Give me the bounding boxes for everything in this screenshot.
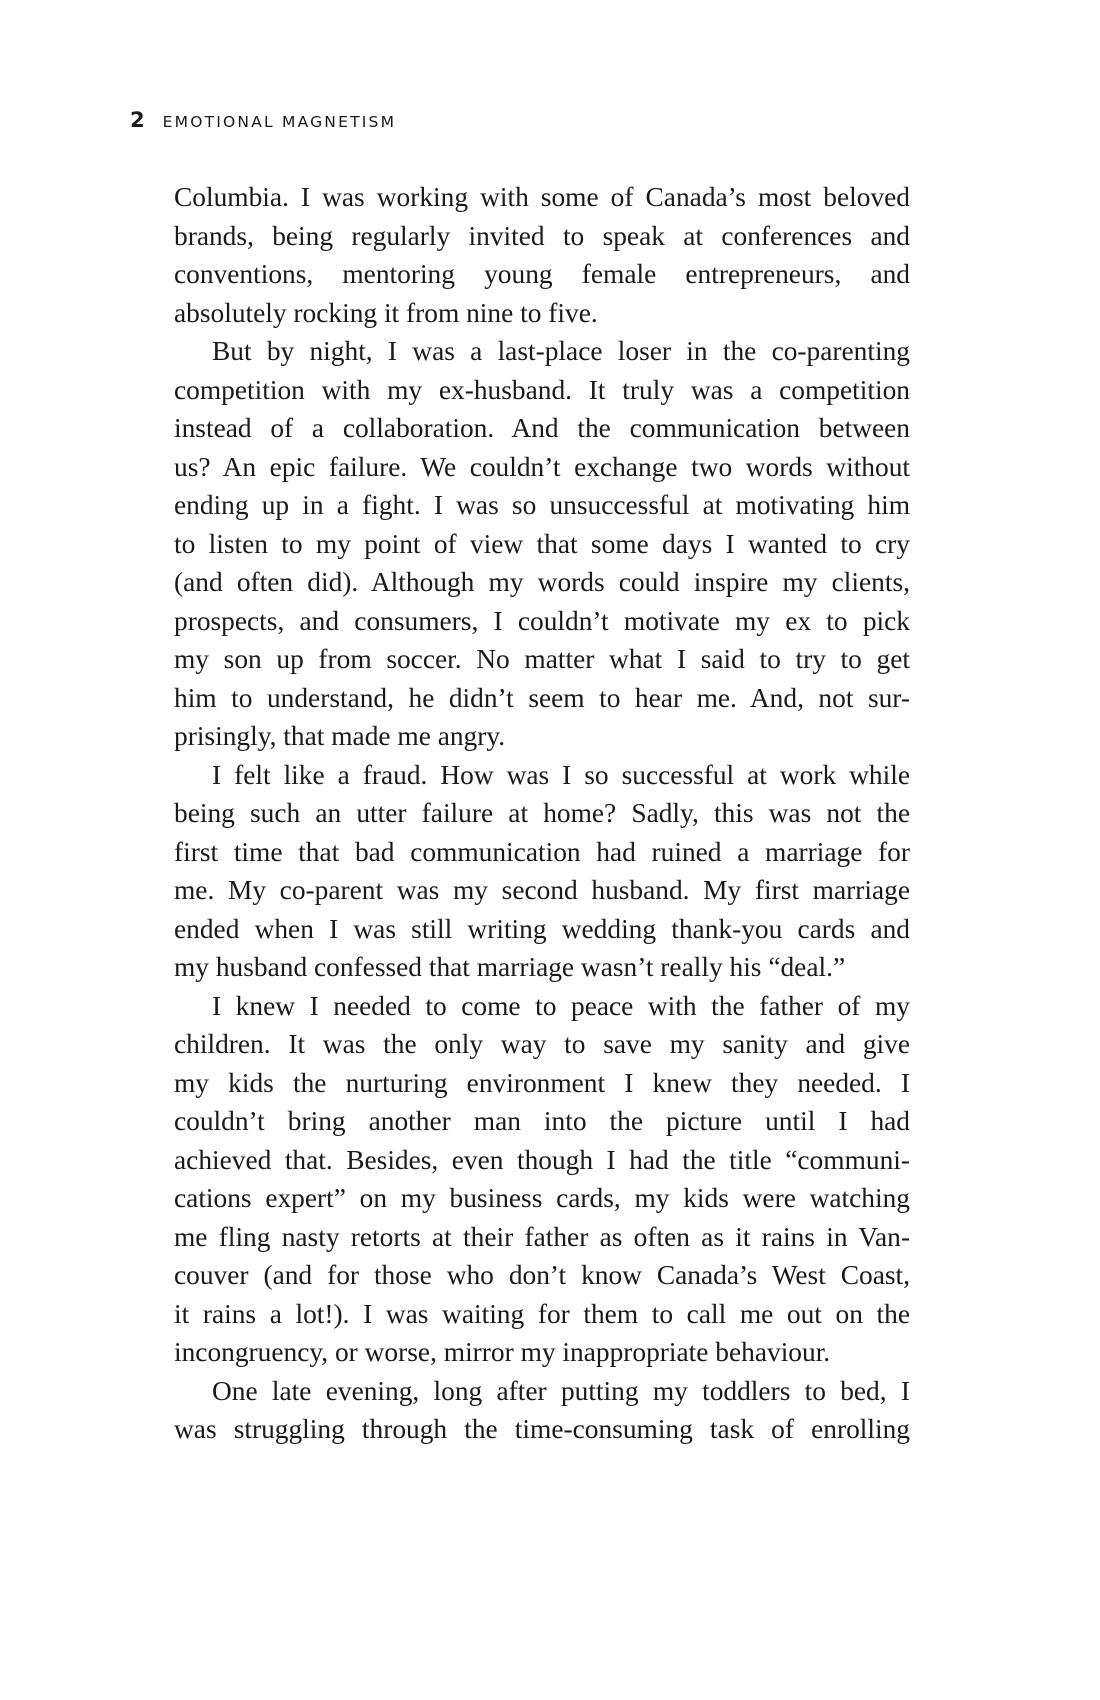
text-line: me. My co-parent was my second husband. My first marriage [174,875,910,905]
text-line: Columbia. I was working with some of Canada’s most beloved [174,182,910,212]
book-title: EMOTIONAL MAGNETISM [162,113,397,131]
paragraph [174,1372,910,1449]
paragraph-continued [174,178,910,332]
text-line: But by night, I was a last-place loser in the co-parenting [212,336,910,366]
text-line: One late evening, long after putting my toddlers to bed, I [212,1375,910,1406]
text-line: couver (and for those who don’t know Canada’s West Coast, [174,1260,910,1290]
paragraph [174,332,910,756]
text-line: children. It was the only way to save my sanity and give [174,1029,910,1059]
text-line: couldn’t bring another man into the picture until I had [174,1106,910,1136]
text-line: was struggling through the time-consuming task of enrolling [174,1414,910,1444]
paragraph [174,987,910,1372]
text-line: ending up in a fight. I was so unsuccessful at motivating him [174,490,910,520]
text-line: brands, being regularly invited to speak at conferences and [174,220,910,251]
text-line: my son up from soccer. No matter what I said to try to get [174,644,910,674]
text-line: cations expert” on my business cards, my kids were watching [174,1183,910,1213]
text-line: first time that bad communication had ruined a marriage for [174,836,910,867]
text-line: my husband confessed that marriage wasn’t really his “deal.” [174,952,846,982]
text-line: ended when I was still writing wedding thank-you cards and [174,913,910,944]
text-line: (and often did). Although my words could inspire my clients, [174,567,910,597]
text-line: to listen to my point of view that some days I wanted to cry [174,528,910,559]
page-number: 2 [130,108,145,132]
text-line: being such an utter failure at home? Sadly, this was not the [174,798,910,828]
text-line: I knew I needed to come to peace with the father of my [212,990,910,1021]
text-line: competition with my ex-husband. It truly was a competition [174,374,910,405]
text-line: instead of a collaboration. And the communication between [174,413,910,443]
text-line: absolutely rocking it from nine to five. [174,297,598,328]
text-line: prospects, and consumers, I couldn’t motivate my ex to pick [174,605,910,636]
text-line: my kids the nurturing environment I knew they needed. I [174,1067,910,1098]
text-line: prisingly, that made me angry. [174,721,506,751]
text-line: achieved that. Besides, even though I had the title “communi- [174,1144,910,1175]
text-line: him to understand, he didn’t seem to hear me. And, not sur- [174,682,910,713]
text-line: conventions, mentoring young female entrepreneurs, and [174,259,910,289]
text-line: me fling nasty retorts at their father as often as it rains in Van- [174,1221,910,1252]
body-text [174,178,910,1449]
text-line: I felt like a fraud. How was I so successful at work while [212,759,910,790]
text-line: it rains a lot!). I was waiting for them to call me out on the [174,1298,910,1329]
paragraph [174,756,910,987]
text-line: incongruency, or worse, mirror my inappropriate behaviour. [174,1337,831,1367]
running-head [130,108,396,134]
text-line: us? An epic failure. We couldn’t exchange two words without [174,451,910,482]
